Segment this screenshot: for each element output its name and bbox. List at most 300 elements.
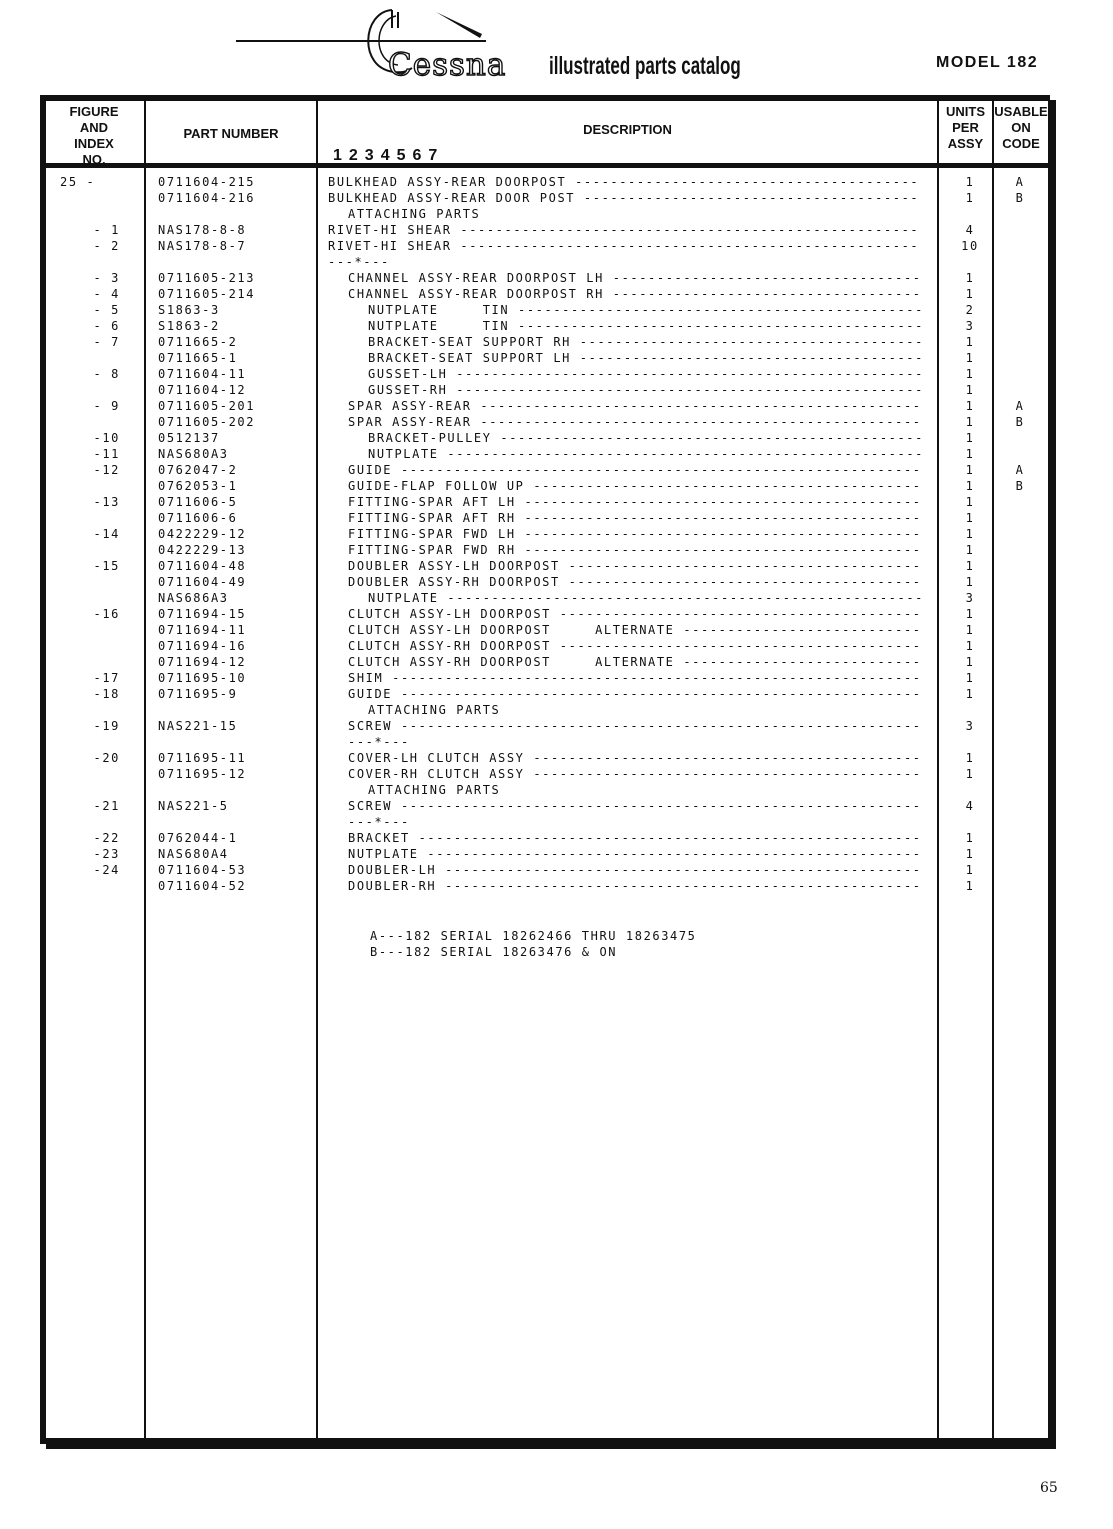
index-number: - 1 [93, 223, 120, 237]
table-row [0, 798, 1113, 814]
units-per-assy: 1 [965, 271, 975, 285]
units-per-assy: 1 [965, 383, 975, 397]
description-text: ---*--- [348, 815, 410, 829]
leader-dashes: --------------------------------------------- [515, 495, 922, 509]
index-number: -12 [93, 463, 120, 477]
units-per-assy: 1 [965, 751, 975, 765]
description-text: BRACKET [348, 831, 410, 845]
part-number: 0711605-201 [158, 399, 256, 413]
units-per-assy: 1 [965, 511, 975, 525]
leader-dashes: -------------------------------------------- [524, 751, 922, 765]
part-number: 0762053-1 [158, 479, 238, 493]
part-number: NAS680A4 [158, 847, 229, 861]
leader-dashes: ------------------------------------------------------ [438, 447, 924, 461]
table-row [0, 222, 1113, 238]
part-description [328, 270, 956, 286]
part-description [328, 366, 976, 382]
part-description [328, 334, 976, 350]
table-row [0, 318, 1113, 334]
part-number: 0711606-6 [158, 511, 238, 525]
part-description [328, 782, 976, 798]
table-row [0, 254, 1113, 270]
table-row [0, 590, 1113, 606]
description-text: FITTING-SPAR FWD LH [348, 527, 516, 541]
description-heading: DESCRIPTION [583, 122, 672, 137]
part-description [328, 462, 956, 478]
part-description [328, 718, 956, 734]
indent-digits: 1234567 [333, 147, 445, 164]
description-text: COVER-LH CLUTCH ASSY [348, 751, 525, 765]
part-description [328, 446, 976, 462]
heading-line: ON [1011, 120, 1031, 135]
heading-line: UNITS [946, 104, 985, 119]
part-description [328, 878, 956, 894]
units-per-assy: 3 [965, 319, 975, 333]
index-number: - 2 [93, 239, 120, 253]
header-separator [44, 163, 1048, 168]
part-number: 0711604-53 [158, 863, 247, 877]
units-per-assy: 1 [965, 287, 975, 301]
part-number: 0711694-16 [158, 639, 247, 653]
index-number: -19 [93, 719, 120, 733]
table-row [0, 542, 1113, 558]
leader-dashes: -------------------------------------- [575, 191, 920, 205]
table-row [0, 766, 1113, 782]
units-per-assy: 4 [965, 799, 975, 813]
part-number: 0762044-1 [158, 831, 238, 845]
units-per-assy: 1 [965, 463, 975, 477]
description-text: GUIDE [348, 687, 393, 701]
table-row [0, 334, 1113, 350]
description-text: GUSSET-RH [368, 383, 448, 397]
table-row [0, 558, 1113, 574]
part-number: 0711604-215 [158, 175, 256, 189]
units-per-assy-heading [939, 104, 992, 152]
part-number: 0711695-9 [158, 687, 238, 701]
part-description [328, 606, 956, 622]
leader-dashes: -------------------------------------------------------- [418, 847, 922, 861]
units-per-assy: 1 [965, 607, 975, 621]
index-number: - 5 [93, 303, 120, 317]
description-text: NUTPLATE [348, 847, 419, 861]
description-text: BULKHEAD ASSY-REAR DOORPOST [328, 175, 567, 189]
part-number: S1863-2 [158, 319, 220, 333]
index-number: -21 [93, 799, 120, 813]
part-description [328, 670, 956, 686]
part-number: 0711604-49 [158, 575, 247, 589]
part-description [328, 510, 956, 526]
part-description [328, 526, 956, 542]
index-number: -23 [93, 847, 120, 861]
part-description [328, 814, 956, 830]
units-per-assy: 1 [965, 367, 975, 381]
part-number: 0711605-214 [158, 287, 256, 301]
units-per-assy: 1 [965, 847, 975, 861]
description-text: DOUBLER ASSY-LH DOORPOST [348, 559, 560, 573]
units-per-assy: 1 [965, 671, 975, 685]
table-row [0, 350, 1113, 366]
description-text: CLUTCH ASSY-RH DOORPOST [348, 639, 551, 653]
leader-dashes: ------------------------------------------------------------ [383, 671, 922, 685]
description-text: ATTACHING PARTS [368, 703, 501, 717]
leader-dashes: ---------------------------------------------- [509, 319, 924, 333]
usable-on-code-heading [994, 104, 1048, 152]
leader-dashes: --------------------------------------------------------- [409, 831, 922, 845]
part-description [328, 398, 956, 414]
description-text: BRACKET-PULLEY [368, 431, 492, 445]
description-text: RIVET-HI SHEAR [328, 239, 452, 253]
units-per-assy: 4 [965, 223, 975, 237]
part-description [328, 846, 956, 862]
usable-on-code: A [1015, 399, 1025, 413]
part-description [328, 350, 976, 366]
index-number: -18 [93, 687, 120, 701]
part-description [328, 318, 976, 334]
index-number: - 3 [93, 271, 120, 285]
part-number: 0711694-15 [158, 607, 247, 621]
leader-dashes: ----------------------------------------- [550, 639, 922, 653]
table-row [0, 782, 1113, 798]
index-number: -16 [93, 607, 120, 621]
description-text: DOUBLER ASSY-RH DOORPOST [348, 575, 560, 589]
part-description [328, 766, 956, 782]
index-number: - 6 [93, 319, 120, 333]
description-text: DOUBLER-LH [348, 863, 437, 877]
part-number: NAS178-8-7 [158, 239, 247, 253]
description-text: GUIDE-FLAP FOLLOW UP [348, 479, 525, 493]
part-description [328, 750, 956, 766]
part-number: NAS686A3 [158, 591, 229, 605]
part-number: 0711604-12 [158, 383, 247, 397]
brand-wordmark: Cessna [388, 47, 507, 83]
part-number: 0711605-213 [158, 271, 256, 285]
part-number: 0711695-10 [158, 671, 247, 685]
part-description [328, 702, 976, 718]
units-per-assy: 1 [965, 351, 975, 365]
leader-dashes: -------------------------------------------------- [471, 399, 922, 413]
units-per-assy: 1 [965, 175, 975, 189]
usable-on-code: B [1015, 191, 1025, 205]
table-row [0, 430, 1113, 446]
description-text: COVER-RH CLUTCH ASSY [348, 767, 525, 781]
part-description [328, 494, 956, 510]
description-text: NUTPLATE TIN [368, 303, 510, 317]
table-row [0, 702, 1113, 718]
units-per-assy: 1 [965, 495, 975, 509]
leader-dashes: ---------------------------------------- [559, 575, 922, 589]
table-row [0, 302, 1113, 318]
leader-dashes: --------------------------------------------- [515, 543, 922, 557]
part-description [328, 174, 936, 190]
part-number: NAS221-15 [158, 719, 238, 733]
description-text: DOUBLER-RH [348, 879, 437, 893]
part-number: 0422229-12 [158, 527, 247, 541]
part-description [328, 830, 956, 846]
description-text: SCREW [348, 719, 393, 733]
table-row [0, 526, 1113, 542]
description-text: CLUTCH ASSY-LH DOORPOST [348, 607, 551, 621]
leader-dashes: ----------------------------------- [603, 287, 922, 301]
part-number: S1863-3 [158, 303, 220, 317]
description-text: SPAR ASSY-REAR [348, 399, 472, 413]
part-number: 0711604-52 [158, 879, 247, 893]
usable-on-code: A [1015, 463, 1025, 477]
units-per-assy: 1 [965, 575, 975, 589]
description-text: CHANNEL ASSY-REAR DOORPOST LH [348, 271, 604, 285]
part-description [328, 638, 956, 654]
units-per-assy: 1 [965, 863, 975, 877]
leader-dashes: ---------------------------------------------------- [451, 223, 920, 237]
part-number: 0512137 [158, 431, 220, 445]
part-number: 0711605-202 [158, 415, 256, 429]
table-row [0, 846, 1113, 862]
usable-on-code: B [1015, 479, 1025, 493]
leader-dashes: ---------------------------------------------------- [451, 239, 920, 253]
units-per-assy: 2 [965, 303, 975, 317]
units-per-assy: 1 [965, 655, 975, 669]
description-text: BRACKET-SEAT SUPPORT RH [368, 335, 571, 349]
units-per-assy: 1 [965, 687, 975, 701]
table-row [0, 494, 1113, 510]
part-description [328, 430, 976, 446]
description-text: BRACKET-SEAT SUPPORT LH [368, 351, 571, 365]
description-text: ---*--- [348, 735, 410, 749]
units-per-assy: 1 [965, 399, 975, 413]
index-number: -20 [93, 751, 120, 765]
table-row [0, 574, 1113, 590]
description-text: CLUTCH ASSY-RH DOORPOST ALTERNATE [348, 655, 675, 669]
table-row [0, 654, 1113, 670]
description-text: SHIM [348, 671, 384, 685]
table-row [0, 446, 1113, 462]
part-description [328, 238, 936, 254]
part-number: 0711604-216 [158, 191, 256, 205]
part-description [328, 734, 956, 750]
description-text: SPAR ASSY-REAR [348, 415, 472, 429]
units-per-assy: 1 [965, 831, 975, 845]
part-description [328, 254, 936, 270]
part-number-heading: PART NUMBER [183, 126, 279, 141]
heading-line: NO. [82, 152, 106, 167]
table-row [0, 750, 1113, 766]
index-number: - 8 [93, 367, 120, 381]
index-number: - 7 [93, 335, 120, 349]
table-row [0, 478, 1113, 494]
description-text: BULKHEAD ASSY-REAR DOOR POST [328, 191, 576, 205]
figure-index-heading [46, 104, 142, 168]
frame-bottom-border [46, 1443, 1056, 1449]
leader-dashes: --------------------------- [674, 623, 922, 637]
leader-dashes: ----------------------------------- [603, 271, 922, 285]
description-text: SCREW [348, 799, 393, 813]
description-text: ATTACHING PARTS [368, 783, 501, 797]
table-row [0, 622, 1113, 638]
units-per-assy: 1 [965, 447, 975, 461]
index-number: -24 [93, 863, 120, 877]
part-number: NAS680A3 [158, 447, 229, 461]
serial-notes [370, 928, 697, 960]
units-per-assy: 3 [965, 591, 975, 605]
leader-dashes: ----------------------------------------------------------- [392, 799, 922, 813]
description-text: GUSSET-LH [368, 367, 448, 381]
part-number: 0711695-12 [158, 767, 247, 781]
index-number: 25 - [60, 175, 96, 189]
part-number: 0422229-13 [158, 543, 247, 557]
units-per-assy: 1 [965, 623, 975, 637]
table-row [0, 190, 1113, 206]
units-per-assy: 3 [965, 719, 975, 733]
table-row [0, 830, 1113, 846]
part-description [328, 286, 956, 302]
table-row [0, 718, 1113, 734]
index-number: -11 [93, 447, 120, 461]
part-number: NAS221-5 [158, 799, 229, 813]
index-number: -17 [93, 671, 120, 685]
index-number: - 9 [93, 399, 120, 413]
part-description [328, 558, 956, 574]
leader-dashes: ------------------------------------------------ [491, 431, 924, 445]
leader-dashes: ------------------------------------------------------ [436, 879, 922, 893]
heading-line: FIGURE [69, 104, 119, 119]
heading-line: PER [952, 120, 979, 135]
table-row [0, 270, 1113, 286]
page-number: 65 [1040, 1480, 1058, 1496]
units-per-assy: 1 [965, 527, 975, 541]
leader-dashes: ----------------------------------------------------- [447, 367, 924, 381]
description-text: CLUTCH ASSY-LH DOORPOST ALTERNATE [348, 623, 675, 637]
usable-on-code: B [1015, 415, 1025, 429]
model-label: MODEL 182 [936, 54, 1039, 71]
part-description [328, 478, 956, 494]
part-description [328, 382, 976, 398]
part-description [328, 622, 956, 638]
part-description [328, 414, 956, 430]
leader-dashes: ----------------------------------------- [550, 607, 922, 621]
table-row [0, 862, 1113, 878]
part-number: 0711695-11 [158, 751, 247, 765]
leader-dashes: ----------------------------------------------------------- [392, 719, 922, 733]
description-text: CHANNEL ASSY-REAR DOORPOST RH [348, 287, 604, 301]
part-number: NAS178-8-8 [158, 223, 247, 237]
units-per-assy: 1 [965, 479, 975, 493]
units-per-assy: 1 [965, 431, 975, 445]
description-text: RIVET-HI SHEAR [328, 223, 452, 237]
table-row [0, 286, 1113, 302]
leader-dashes: ------------------------------------------------------ [436, 863, 922, 877]
description-text: ---*--- [328, 255, 390, 269]
heading-line: AND [79, 120, 109, 135]
units-per-assy: 10 [961, 239, 979, 253]
part-number: 0711694-11 [158, 623, 247, 637]
heading-line: ASSY [947, 136, 984, 151]
units-per-assy: 1 [965, 543, 975, 557]
table-row [0, 206, 1113, 222]
leader-dashes: ----------------------------------------------------------- [392, 463, 922, 477]
index-number: -10 [93, 431, 120, 445]
heading-line: USABLE [994, 104, 1048, 119]
index-number: -14 [93, 527, 120, 541]
index-number: - 4 [93, 287, 120, 301]
table-row [0, 814, 1113, 830]
units-per-assy: 1 [965, 767, 975, 781]
heading-line: CODE [1002, 136, 1040, 151]
part-description [328, 190, 936, 206]
leader-dashes: --------------------------------------- [570, 351, 924, 365]
units-per-assy: 1 [965, 191, 975, 205]
description-text: FITTING-SPAR FWD RH [348, 543, 516, 557]
table-row [0, 670, 1113, 686]
part-description [328, 302, 976, 318]
leader-dashes: --------------------------------------------- [515, 527, 922, 541]
index-number: -15 [93, 559, 120, 573]
serial-note: A---182 SERIAL 18262466 THRU 18263475 [370, 929, 697, 943]
table-row [0, 686, 1113, 702]
index-number: -13 [93, 495, 120, 509]
leader-dashes: --------------------------------------------- [515, 511, 922, 525]
part-description [328, 206, 956, 222]
part-description [328, 798, 956, 814]
part-number: 0711665-1 [158, 351, 238, 365]
leader-dashes: ----------------------------------------------------- [447, 383, 924, 397]
leader-dashes: ----------------------------------------------------------- [392, 687, 922, 701]
leader-dashes: ---------------------------------------- [559, 559, 922, 573]
leader-dashes: --------------------------- [674, 655, 922, 669]
part-description [328, 542, 956, 558]
leader-dashes: -------------------------------------------------- [471, 415, 922, 429]
table-row [0, 238, 1113, 254]
description-text: NUTPLATE [368, 447, 439, 461]
part-number: 0711606-5 [158, 495, 238, 509]
part-description [328, 686, 956, 702]
description-text: FITTING-SPAR AFT LH [348, 495, 516, 509]
leader-dashes: -------------------------------------------- [524, 767, 922, 781]
table-row [0, 878, 1113, 894]
heading-line: INDEX [74, 136, 114, 151]
part-number: 0711604-11 [158, 367, 247, 381]
units-per-assy: 1 [965, 639, 975, 653]
leader-dashes: --------------------------------------- [570, 335, 924, 349]
units-per-assy: 1 [965, 335, 975, 349]
table-row [0, 462, 1113, 478]
leader-dashes: ---------------------------------------------- [509, 303, 924, 317]
description-text: NUTPLATE TIN [368, 319, 510, 333]
part-description [328, 222, 936, 238]
usable-on-code: A [1015, 175, 1025, 189]
part-number: 0711665-2 [158, 335, 238, 349]
serial-note: B---182 SERIAL 18263476 & ON [370, 945, 618, 959]
table-row [0, 398, 1113, 414]
part-description [328, 654, 956, 670]
part-number: 0762047-2 [158, 463, 238, 477]
index-number: -22 [93, 831, 120, 845]
part-description [328, 590, 976, 606]
table-row [0, 414, 1113, 430]
description-text: GUIDE [348, 463, 393, 477]
table-row [0, 510, 1113, 526]
table-row [0, 174, 1113, 190]
table-row [0, 366, 1113, 382]
units-per-assy: 1 [965, 559, 975, 573]
units-per-assy: 1 [965, 879, 975, 893]
part-number: 0711694-12 [158, 655, 247, 669]
table-row [0, 606, 1113, 622]
catalog-title: illustrated parts catalog [549, 52, 741, 80]
part-description [328, 862, 956, 878]
description-text: FITTING-SPAR AFT RH [348, 511, 516, 525]
description-text: ATTACHING PARTS [348, 207, 481, 221]
part-number: 0711604-48 [158, 559, 247, 573]
part-description [328, 574, 956, 590]
